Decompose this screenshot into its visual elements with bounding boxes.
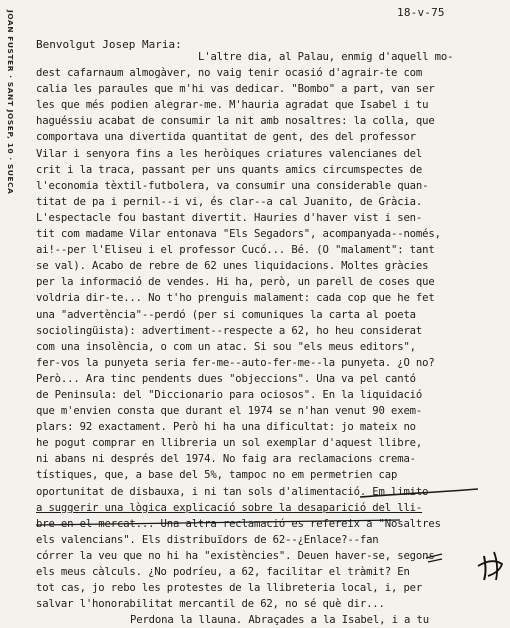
body-line: oportunitat de disbauxa, i ni tan sols d'alimentació. Em limito [36,485,429,498]
body-line: L'altre dia, al Palau, enmig d'aquell mo- [198,51,454,63]
letterhead [4,10,18,370]
body-line: ni abans ni després del 1974. No faig ara reclamacions crema- [36,453,416,466]
body-line: tot cas, jo rebo les protestes de la llibreteria local, i, per [36,582,423,595]
body-line: Vilar i senyora fins a les heròiques criatures valencianes del [36,147,423,160]
body-line: els meus càlculs. ¿No podríeu, a 62, facilitar el tràmit? En [36,566,410,578]
body-line: titat de pa i pernil--i vi, és clar--a cal Juanito, de Gràcia. [36,195,423,208]
body-line: L'espectacle fou bastant divertit. Hauries d'haver vist i sen- [36,211,423,224]
body-line: he pogut comprar en llibreria un sol exemplar d'aquest llibre, [36,437,423,450]
body-line: l'economia tèxtil-futbolera, va consumir una considerable quan- [36,179,429,192]
body-line: els valencians". Els distribuïdors de 62--¿Enlace?--fan [36,533,379,546]
letter-date: 18-v-75 [397,6,445,19]
body-line-underlined: a suggerir una lògica explicació sobre la desaparició del lli- [36,501,423,514]
body-line: dest cafarnaum almogàver, no vaig tenir ocasió d'agrair-te com [36,67,423,80]
body-line: per la informació de vendes. Hi ha, però, un parell de coses que [36,276,435,289]
body-line: ai!--per l'Eliseu i el professor Cucó... Bé. (O "malament": tant [36,244,435,257]
salutation: Benvolgut Josep Maria: [36,38,182,51]
letter-body [36,49,506,628]
body-line: calia les paraules que m'hi vas dedicar. "Bombo" a part, van ser [36,83,435,96]
letterhead-text: JOAN FUSTER · SANT JOSEP, 10 · SUECA [6,10,15,195]
body-line: salvar l'honorabilitat mercantil de 62, no sé què dir... [36,598,385,611]
body-line: com una insolència, o com un atac. Si sou "els meus editors", [36,340,416,353]
body-line: una "advertència"--perdó (per si comuniques la carta al poeta [36,308,416,321]
body-line: se val). Acabo de rebre de 62 unes liquidacions. Moltes gràcies [36,260,429,273]
body-line: córrer la veu que no hi ha "existències". Deuen haver-se, segons [36,549,435,562]
body-line: crit i la traca, passant per uns quants amics circumspectes de [36,163,423,176]
body-line: Perdona la llauna. Abraçades a la Isabel, i a tu [130,614,429,627]
body-line: que m'envien consta que durant el 1974 se n'han venut 90 exem- [36,405,423,418]
body-line: comportava una divertida quantitat de gent, des del professor [36,131,416,144]
body-line: voldria dir-te... No t'ho prenguis malament: cada cop que he fet [36,292,435,305]
body-line: Però... Ara tinc pendents dues "objeccions". Una va pel cantó [36,372,416,385]
body-line: bre en el mercat... Una altra reclamació es refereix a "Nosaltres [36,517,441,530]
body-line: tit com madame Vilar entonava "Els Segadors", acompanyada--només, [36,228,441,241]
body-line: tístiques, que, a base del 5%, tampoc no em permetrien cap [36,469,398,482]
body-line: fer-vos la punyeta seria fer-me--auto-fer-me--la punyeta. ¿O no? [36,356,435,369]
body-line: de Peninsula: del "Diccionario para ociosos". En la liquidació [36,388,423,401]
body-line: plars: 92 exactament. Però hi ha una dificultat: jo mateix no [36,421,416,434]
body-line: haguéssiu acabat de consumir la nit amb nosaltres: la colla, que [36,115,435,128]
body-line: sociolingüista): advertiment--respecte a 62, ho heu considerat [36,324,423,337]
body-line: les que més podien alegrar-me. M'hauria agradat que Isabel i tu [36,99,429,112]
